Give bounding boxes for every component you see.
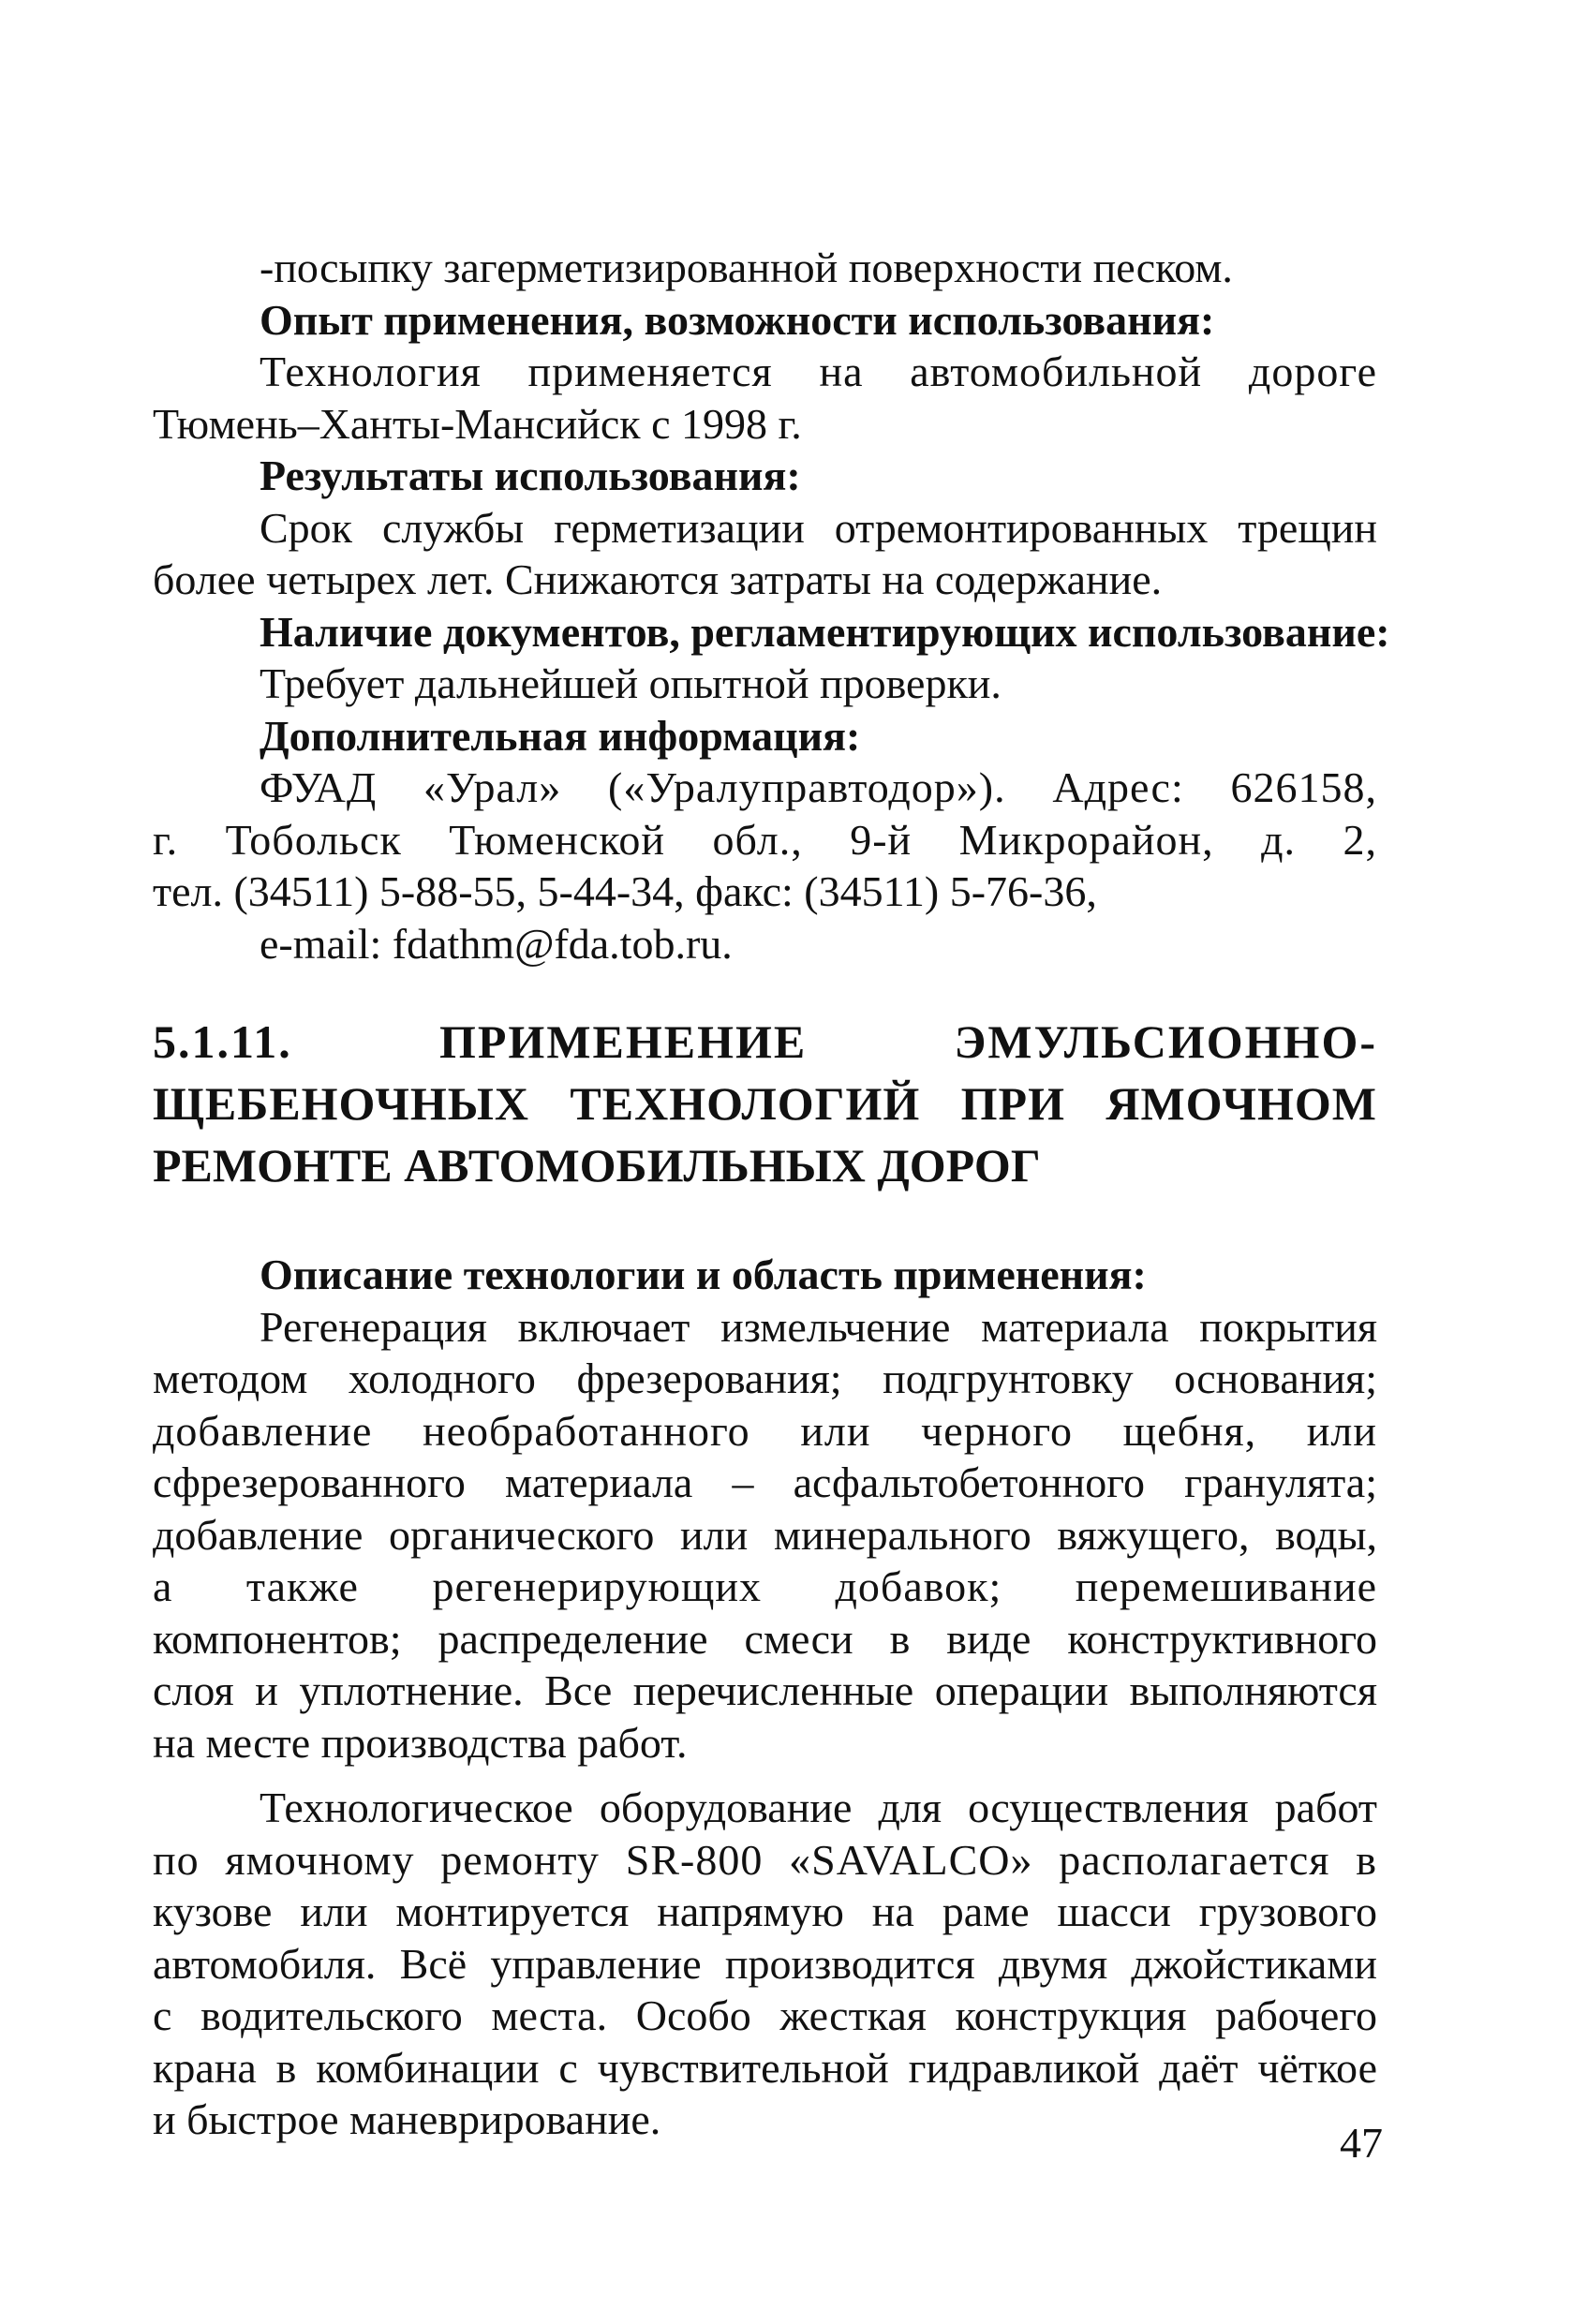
section-title-line: РЕМОНТЕ АВТОМОБИЛЬНЫХ ДОРОГ <box>153 1139 1041 1192</box>
body-line: кузове или монтируется напрямую на раме шасси грузового <box>153 1887 1377 1935</box>
body-line: крана в комбинации с чувствительной гидравликой даёт чёткое <box>153 2043 1377 2092</box>
body-line: автомобиля. Всё управление производится двумя джойстиками <box>153 1939 1377 1988</box>
subheading-description: Описание технологии и область применения: <box>260 1251 1147 1298</box>
body-line: Срок службы герметизации отремонтированных трещин <box>260 503 1377 552</box>
body-line: сфрезерованного материала – асфальтобетонного гранулята; <box>153 1458 1377 1506</box>
body-line: добавление необработанного или черного щебня, или <box>153 1406 1377 1455</box>
section-title-line: ЩЕБЕНОЧНЫХ ТЕХНОЛОГИЙ ПРИ ЯМОЧНОМ <box>153 1077 1377 1130</box>
email-line: e-mail: fdathm@fda.tob.ru. <box>260 919 733 968</box>
paragraph <box>153 1301 1377 1769</box>
body-line: более четырех лет. Снижаются затраты на содержание. <box>153 555 1163 603</box>
body-line: на месте производства работ. <box>153 1718 688 1767</box>
subheading-results: Результаты использования: <box>260 451 801 499</box>
paragraph <box>153 1782 1377 2146</box>
body-line: Технологическое оборудование для осуществления работ <box>260 1784 1377 1831</box>
body-line: тел. (34511) 5-88-55, 5-44-34, факс: (34511) 5-76-36, <box>153 867 1097 915</box>
body-line: слоя и уплотнение. Все перечисленные операции выполняются <box>153 1666 1377 1714</box>
body-line: г. Тобольск Тюменской обл., 9-й Микрорайон, д. 2, <box>153 815 1377 864</box>
page-number: 47 <box>1340 2119 1383 2167</box>
body-line: и быстрое маневрирование. <box>153 2095 661 2143</box>
body-line: -посыпку загерметизированной поверхности песком. <box>260 244 1233 291</box>
body-line: Тюмень–Ханты-Мансийск с 1998 г. <box>153 399 802 448</box>
body-line: компонентов; распределение смеси в виде конструктивного <box>153 1614 1377 1663</box>
body-line: Технология применяется на автомобильной дороге <box>260 348 1377 395</box>
body-line: с водительского места. Особо жесткая конструкция рабочего <box>153 1991 1377 2039</box>
subheading-documents: Наличие документов, регламентирующих использование: <box>260 607 1390 656</box>
body-line: методом холодного фрезерования; подгрунтовку основания; <box>153 1354 1377 1402</box>
subheading-experience: Опыт применения, возможности использования: <box>260 295 1215 344</box>
subheading-additional-info: Дополнительная информация: <box>260 711 861 760</box>
body-line: добавление органического или минерального вяжущего, воды, <box>153 1510 1377 1559</box>
body-line: Требует дальнейшей опытной проверки. <box>260 659 1002 707</box>
section-title <box>153 1011 1377 1196</box>
section-title-line: 5.1.11. ПРИМЕНЕНИЕ ЭМУЛЬСИОННО- <box>153 1015 1377 1068</box>
body-line: ФУАД «Урал» («Уралуправтодор»). Адрес: 626158, <box>260 763 1377 811</box>
body-line: а также регенерирующих добавок; перемешивание <box>153 1562 1377 1610</box>
body-line: по ямочному ремонту SR-800 «SAVALCO» располагается в <box>153 1835 1377 1884</box>
body-line: Регенерация включает измельчение материала покрытия <box>260 1302 1377 1351</box>
